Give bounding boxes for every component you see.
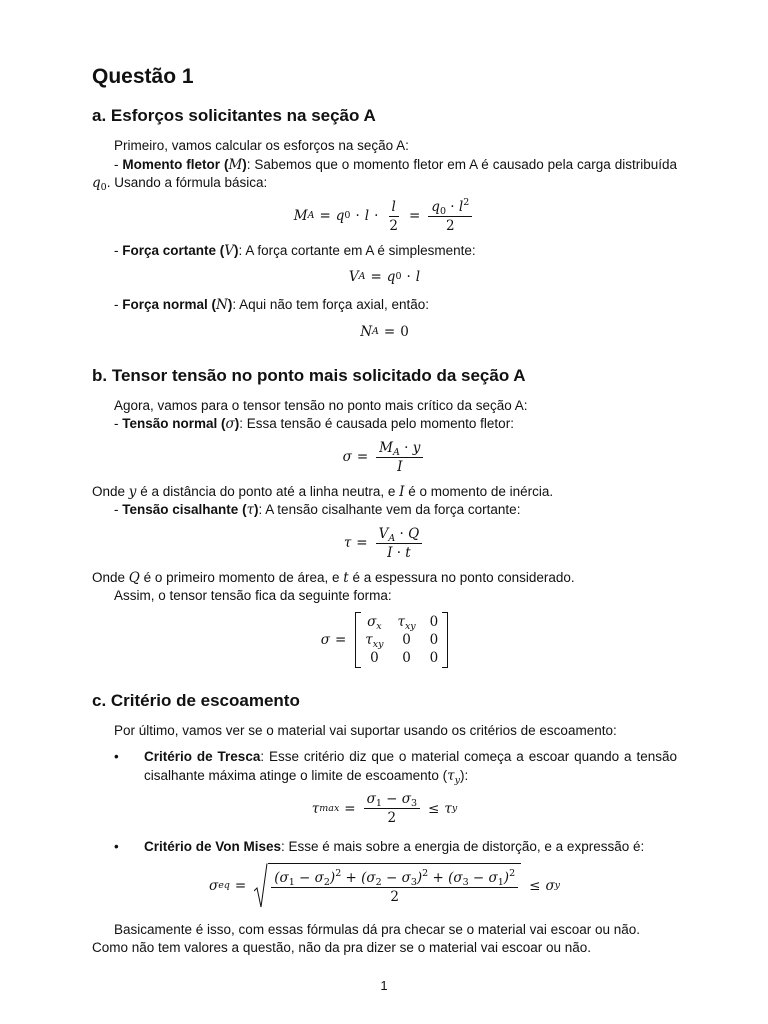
section-c-heading: c. Critério de escoamento — [92, 690, 300, 710]
section-b-intro: Agora, vamos para o tensor tensão no ponto mais crítico da seção A: — [114, 397, 528, 413]
tresca-text: : Esse critério diz que o material começa a escoar quando a tensão cisalhante máxima atinge o limite de escoamento ( — [144, 749, 677, 783]
momento-label: Momento fletor — [122, 156, 221, 172]
section-a-heading: a. Esforços solicitantes na seção A — [92, 106, 376, 125]
stress-matrix: $\sigma_x$ $\tau_{xy}$ 0 $\tau_{xy}$ 0 0 0 0 0 — [355, 612, 448, 668]
von-mises-item — [92, 838, 677, 857]
tensao-normal-text: Essa tensão é causada pelo momento fletor: — [246, 416, 514, 431]
tensao-cisalhante-text: A tensão cisalhante vem da força cortante: — [265, 502, 521, 517]
assim-paragraph: Assim, o tensor tensão fica da seguinte forma: — [114, 588, 392, 603]
normal-label: Força normal — [122, 297, 208, 312]
page-title: Questão 1 — [92, 65, 194, 88]
tensao-normal-label: Tensão normal — [122, 416, 218, 431]
onde-y-text: é a distância do ponto até a linha neutra, e — [140, 483, 396, 499]
von-mises-label: Critério de Von Mises — [144, 839, 282, 854]
document-page — [92, 64, 677, 958]
cortante-label: Força cortante — [122, 242, 217, 258]
conclusion-2: Como não tem valores a questão, não da pra dizer se o material vai escoar ou não. — [92, 940, 592, 955]
equation-shear: V A = q 0 · l — [348, 269, 421, 285]
conclusion-1: Basicamente é isso, com essas fórmulas dá pra checar se o material vai escoar ou não. — [114, 921, 640, 937]
tensao-normal-paragraph: - Tensão normal (σ): Essa tensão é causada pelo momento fletor: — [114, 416, 514, 432]
onde-word: Onde — [92, 483, 126, 499]
section-a-intro: Primeiro, vamos calcular os esforços na seção A: — [114, 138, 409, 153]
section-b-heading: b. Tensor tensão no ponto mais solicitado da seção A — [92, 365, 526, 385]
equation-von-mises: σ eq = $\frac{(\sigma_1 - \sigma_2)^2 + (\sigma_2 - \sigma_3)^2 + (\sigma_3 - \sigma_1)^2}{2}$ ≤ σ y — [92, 863, 677, 909]
sqrt-symbol: $\frac{(\sigma_1 - \sigma_2)^2 + (\sigma_2 - \sigma_3)^2 + (\sigma_3 - \sigma_1)^2}{2}$ — [254, 863, 521, 909]
momento-paragraph: - Momento fletor (M): Sabemos que o momento fletor em A é causado pela carga distribuída $q_0$. Usando a fórmula básica: — [92, 156, 677, 193]
momento-text2: . Usando a fórmula básica: — [106, 175, 268, 190]
equation-tresca: τ max = $\frac{\sigma_1 - \sigma_3}{2}$ ≤ τ y — [311, 791, 458, 826]
tresca-item: • Critério de Tresca: Esse critério diz que o material começa a escoar quando a tensão cisalhante máxima atinge o limite de escoamento $(\tau_y)$: — [92, 748, 677, 785]
onde-word-2: Onde — [92, 569, 126, 585]
tresca-label: Critério de Tresca — [144, 749, 261, 764]
normal-text: Aqui não tem força axial, então: — [239, 297, 429, 312]
equation-tau: τ = $\frac{V_A \cdot Q}{I \cdot t}$ — [92, 526, 677, 561]
tensao-cisalhante-paragraph: - Tensão cisalhante (τ): A tensão cisalhante vem da força cortante: — [114, 502, 521, 518]
tensao-cisalhante-label: Tensão cisalhante — [122, 502, 239, 517]
onde-t-text: é a espessura no ponto considerado. — [352, 569, 575, 585]
von-mises-text: : Esse é mais sobre a energia de distorção, e a expressão é: — [281, 839, 645, 854]
momento-text: Sabemos que o momento fletor em A é causado pela carga distribuída — [254, 156, 677, 172]
cortante-paragraph: - Força cortante (V): A força cortante em A é simplesmente: — [114, 242, 476, 259]
onde-q-text: é o primeiro momento de área, e — [143, 569, 340, 585]
equation-sigma: σ = $\frac{M_A \cdot y}{I}$ — [92, 440, 677, 475]
onde-i-text: é o momento de inércia. — [408, 483, 554, 499]
equation-stress-tensor: σ = $\sigma_x$ $\tau_{xy}$ 0 $\tau_{xy}$ 0 0 0 0 0 — [92, 612, 677, 668]
bullet-icon: • — [114, 839, 119, 854]
onde-q-paragraph: Onde Q é o primeiro momento de área, e t é a espessura no ponto considerado. — [92, 569, 575, 586]
equation-moment: M A = q 0 · l · $\frac{l}{2}$ = $\frac{q_0 \cdot l^2}{2}$ — [92, 199, 677, 234]
equation-normal: N A = 0 — [360, 323, 409, 340]
cortante-text: A força cortante em A é simplesmente: — [245, 242, 476, 258]
tresca-end: ): — [460, 767, 469, 783]
section-c-intro: Por último, vamos ver se o material vai suportar usando os critérios de escoamento: — [114, 722, 617, 738]
bullet-icon: • — [114, 749, 119, 764]
normal-paragraph: - Força normal (N): Aqui não tem força axial, então: — [114, 297, 429, 313]
onde-y-paragraph: Onde y é a distância do ponto até a linha neutra, e I é o momento de inércia. — [92, 483, 554, 500]
page-number: 1 — [380, 978, 388, 993]
